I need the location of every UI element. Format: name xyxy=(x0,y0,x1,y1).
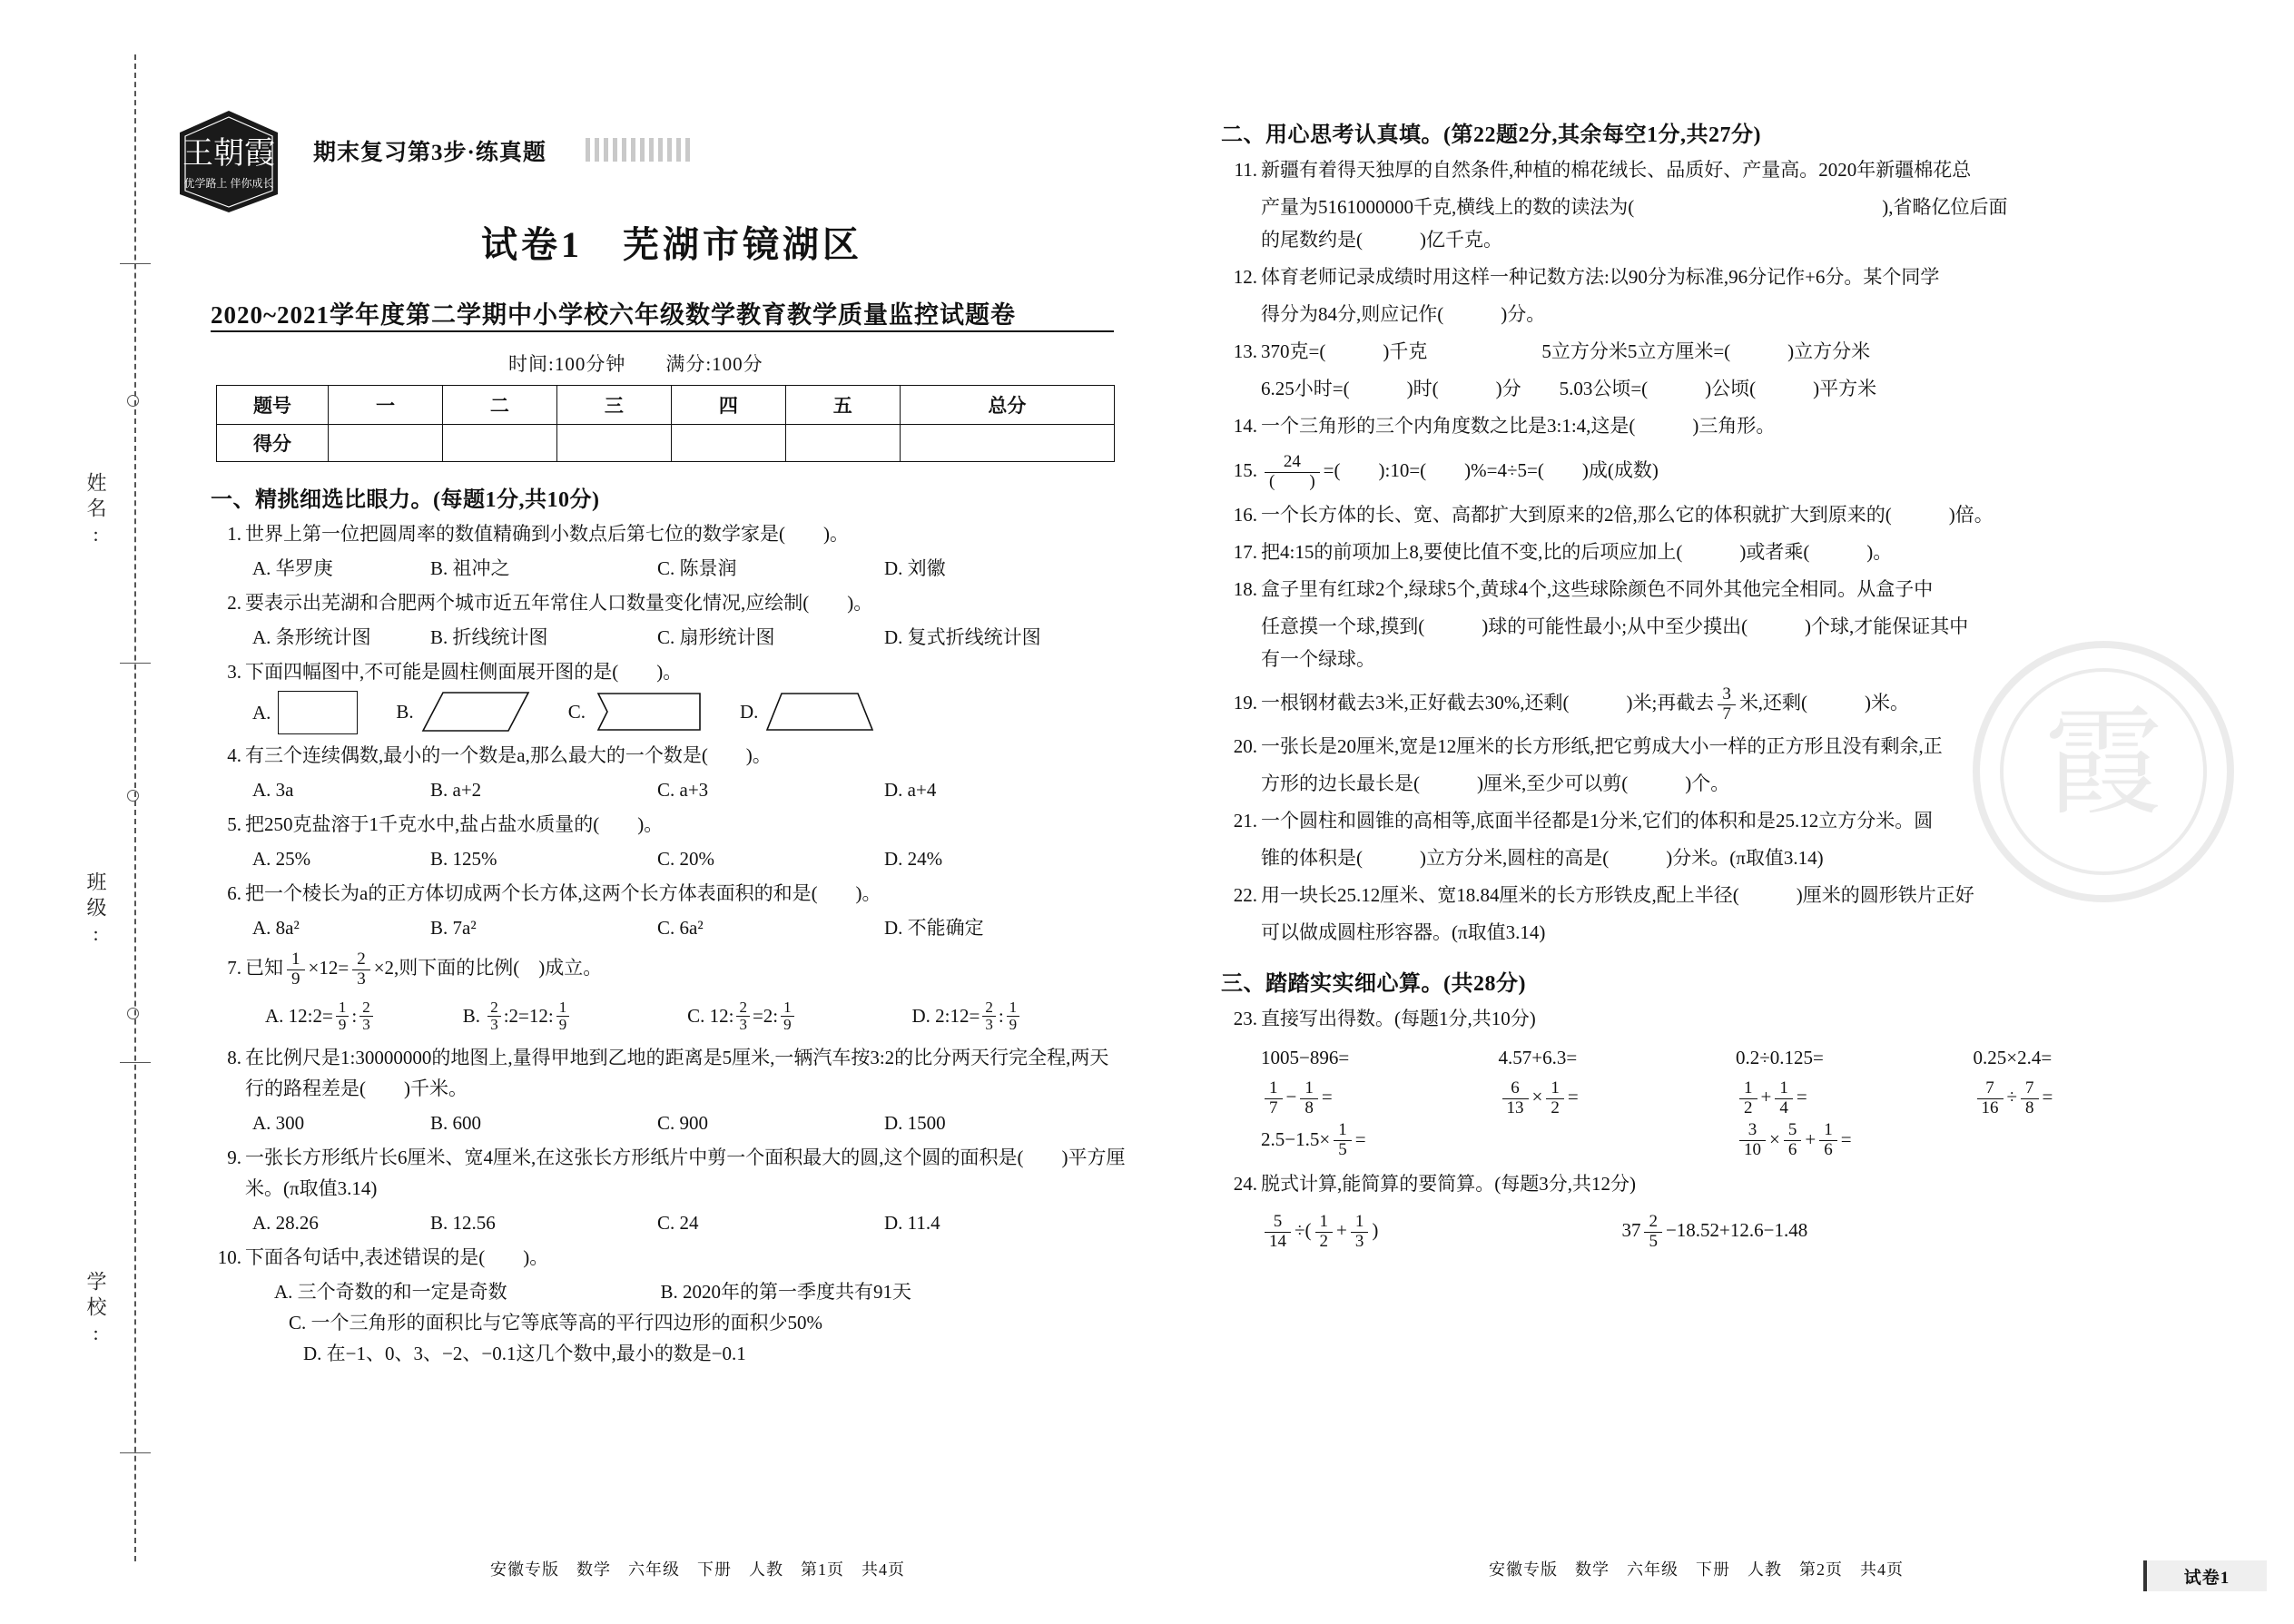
question-21-number: 21. xyxy=(1233,810,1257,832)
question-11-line-3: 的尾数约是( )亿千克。 xyxy=(1261,229,1502,251)
q7-option-a[interactable]: A. 12:2= $\frac{1}{9}$ : $\frac{2}{3}$ xyxy=(265,993,463,1038)
question-15-number: 15. xyxy=(1233,459,1257,481)
score-cell-2[interactable] xyxy=(442,425,556,462)
score-cell-4[interactable] xyxy=(671,425,785,462)
score-header-6: 总分 xyxy=(900,386,1114,425)
question-5-number: 5. xyxy=(227,813,241,835)
section-3-heading: 三、踏踏实实细心算。(共28分) xyxy=(1221,972,1526,996)
question-2-options xyxy=(211,622,1127,653)
question-4-text: 有三个连续偶数,最小的一个数是a,那么最大的一个数是( )。 xyxy=(245,744,772,766)
q23-row-1 xyxy=(1221,1039,2210,1076)
time-and-score: 时间:100分钟 满分:100分 xyxy=(508,353,763,375)
score-header-5: 五 xyxy=(785,386,900,425)
question-4 xyxy=(211,740,1127,771)
question-19-number: 19. xyxy=(1233,692,1257,714)
question-23 xyxy=(1221,1002,2210,1035)
question-17 xyxy=(1221,536,2210,568)
question-22-line-1: 用一块长25.12厘米、宽18.84厘米的长方形铁皮,配上半径( )厘米的圆形铁片正好 xyxy=(1261,884,1974,906)
q5-option-b[interactable]: B. 125% xyxy=(430,848,497,870)
question-7-text: 已知 $\frac{1}{9}$ ×12= $\frac{2}{3}$ ×2,则下面的比例( )成立。 xyxy=(245,949,603,989)
question-21-line-1: 一个圆柱和圆锥的高相等,底面半径都是1分米,它们的体积和是25.12立方分米。圆 xyxy=(1261,810,1934,832)
score-header-2: 二 xyxy=(442,386,556,425)
question-16 xyxy=(1221,498,2210,531)
question-17-number: 17. xyxy=(1233,541,1257,563)
question-18-number: 18. xyxy=(1233,578,1257,600)
question-15-line-1: 24 ( ) =( ):10=( )%=4÷5=( )成(成数) xyxy=(1261,459,1659,481)
q5-option-d[interactable]: D. 24% xyxy=(884,848,943,870)
question-11 xyxy=(1221,153,2210,186)
section-1-heading: 一、精挑细选比眼力。(每题1分,共10分) xyxy=(211,488,600,512)
q23-item-7[interactable]: $\frac{1}{2}$ + $\frac{1}{4}$ = xyxy=(1736,1076,1974,1118)
question-23-number: 23. xyxy=(1233,1008,1257,1029)
q9-option-d[interactable]: D. 11.4 xyxy=(884,1211,940,1234)
q2-option-d[interactable]: D. 复式折线统计图 xyxy=(884,626,1041,648)
paper-subtitle: 2020~2021学年度第二学期中小学校六年级数学教育教学质量监控试题卷 xyxy=(211,301,1017,329)
question-24-text: 脱式计算,能简算的要简算。(每题3分,共12分) xyxy=(1261,1173,1636,1196)
side-circle-1 xyxy=(127,395,139,407)
q23-row-3 xyxy=(1221,1118,2210,1161)
watermark-seal xyxy=(1967,635,2240,908)
q23-item-1[interactable]: 1005−896= xyxy=(1261,1047,1350,1068)
table-row-scores xyxy=(217,425,1115,462)
q3-option-a-label: A. xyxy=(252,701,271,723)
question-4-number: 4. xyxy=(227,744,241,766)
q2-option-b[interactable]: B. 折线统计图 xyxy=(430,626,548,648)
q8-option-a[interactable]: A. 300 xyxy=(252,1111,305,1134)
question-9 xyxy=(211,1142,1127,1204)
q5-option-a[interactable]: A. 25% xyxy=(252,848,311,870)
question-7-options xyxy=(211,993,1127,1038)
q4-option-c[interactable]: C. a+3 xyxy=(657,779,709,801)
q4-option-b[interactable]: B. a+2 xyxy=(430,779,482,801)
question-7 xyxy=(211,947,1127,989)
question-18-line-2: 任意摸一个球,摸到( )球的可能性最小;从中至少摸出( )个球,才能保证其中 xyxy=(1261,615,1969,637)
question-13-number: 13. xyxy=(1233,340,1257,362)
question-11-number: 11. xyxy=(1234,159,1257,181)
side-circle-2 xyxy=(127,790,139,802)
q1-option-b[interactable]: B. 祖冲之 xyxy=(430,557,510,579)
q3-option-d[interactable] xyxy=(740,691,874,733)
question-13 xyxy=(1221,335,2210,368)
q23-item-9[interactable]: 2.5−1.5× $\frac{1}{5}$ = xyxy=(1261,1120,1366,1160)
q4-option-a[interactable]: A. 3a xyxy=(252,779,294,801)
question-4-options xyxy=(211,774,1127,805)
score-table xyxy=(216,385,1115,462)
score-header-0: 题号 xyxy=(217,386,329,425)
question-22-number: 22. xyxy=(1233,884,1257,906)
q7-option-d[interactable]: D. 2:12= $\frac{2}{3}$ : $\frac{1}{9}$ xyxy=(911,993,1127,1038)
q9-option-c[interactable]: C. 24 xyxy=(657,1211,699,1234)
question-1-text: 世界上第一位把圆周率的数值精确到小数点后第七位的数学家是( )。 xyxy=(245,523,849,545)
side-label-name: 姓名: xyxy=(84,472,107,551)
table-row-header xyxy=(217,386,1115,425)
score-header-3: 三 xyxy=(556,386,671,425)
q2-option-a[interactable]: A. 条形统计图 xyxy=(252,626,371,648)
title-underline xyxy=(211,330,1114,332)
question-14-line-1: 一个三角形的三个内角度数之比是3:1:4,这是( )三角形。 xyxy=(1261,415,1776,437)
question-10-options-row3 xyxy=(211,1338,1127,1369)
question-16-number: 16. xyxy=(1233,504,1257,526)
q10-option-c[interactable]: C. 一个三角形的面积比与它等底等高的平行四边形的面积少50% xyxy=(289,1311,822,1334)
question-3-shape-options xyxy=(211,691,1127,734)
q10-option-a[interactable]: A. 三个奇数的和一定是奇数 xyxy=(274,1280,507,1303)
question-5-options xyxy=(211,843,1127,874)
q10-option-d[interactable]: D. 在−1、0、3、−2、−0.1这几个数中,最小的数是−0.1 xyxy=(303,1342,746,1364)
question-7-number: 7. xyxy=(227,957,241,979)
question-6-options xyxy=(211,912,1127,943)
question-12-line-1: 体育老师记录成绩时用这样一种记数方法:以90分为标准,96分记作+6分。某个同学 xyxy=(1261,266,1940,288)
score-cell-3[interactable] xyxy=(556,425,671,462)
score-cell-6[interactable] xyxy=(900,425,1114,462)
question-8-number: 8. xyxy=(227,1046,241,1068)
question-10-number: 10. xyxy=(217,1245,241,1268)
q23-row-2 xyxy=(1221,1076,2210,1118)
question-16-line-1: 一个长方体的长、宽、高都扩大到原来的2倍,那么它的体积就扩大到原来的( )倍。 xyxy=(1261,504,1994,526)
question-17-line-1: 把4:15的前项加上8,要使比值不变,比的后项应加上( )或者乘( )。 xyxy=(1261,541,1893,563)
q7-option-c[interactable]: C. 12: $\frac{2}{3}$ =2: $\frac{1}{9}$ xyxy=(687,993,911,1038)
q2-option-c[interactable]: C. 扇形统计图 xyxy=(657,626,775,648)
q3-option-c[interactable] xyxy=(568,691,702,733)
side-label-column xyxy=(82,54,136,1561)
question-8 xyxy=(211,1042,1127,1104)
q23-item-10[interactable]: $\frac{3}{10}$ × $\frac{5}{6}$ + $\frac{1}{6}$ = xyxy=(1736,1118,2210,1161)
question-10-options-row2 xyxy=(211,1307,1127,1338)
question-13-line-1: 370克=( )千克 5立方分米5立方厘米=( )立方分米 xyxy=(1261,340,1871,362)
question-9-text: 一张长方形纸片长6厘米、宽4厘米,在这张长方形纸片中剪一个面积最大的圆,这个圆的面积是( )平方厘米。(π取值3.14) xyxy=(245,1146,1126,1199)
footer-right: 安徽专版 数学 六年级 下册 人教 第2页 共4页 xyxy=(1489,1560,1904,1579)
q3-option-a[interactable] xyxy=(252,691,358,734)
q23-item-8[interactable]: $\frac{7}{16}$ ÷ $\frac{7}{8}$ = xyxy=(1974,1076,2211,1118)
side-tick-1 xyxy=(120,263,151,264)
question-19-line-1: 一根钢材截去3米,正好截去30%,还剩( )米;再截去 $\frac{3}{7}$ 米,还剩( )米。 xyxy=(1261,684,1910,723)
question-23-text: 直接写出得数。(每题1分,共10分) xyxy=(1261,1008,1536,1029)
side-label-school: 学校: xyxy=(84,1271,107,1350)
side-circle-3 xyxy=(127,1008,139,1019)
question-20-line-1: 一张长是20厘米,宽是12厘米的长方形纸,把它剪成大小一样的正方形且没有剩余,正 xyxy=(1261,735,1943,757)
q8-option-c[interactable]: C. 900 xyxy=(657,1111,709,1134)
q23-item-6[interactable]: $\frac{6}{13}$ × $\frac{1}{2}$ = xyxy=(1499,1076,1737,1118)
question-24-number: 24. xyxy=(1233,1173,1257,1196)
question-12-line-2: 得分为84分,则应记作( )分。 xyxy=(1261,303,1546,325)
question-13-line-2: 6.25小时=( )时( )分 5.03公顷=( )公顷( )平方米 xyxy=(1261,378,1877,399)
question-6-text: 把一个棱长为a的正方体切成两个长方体,这两个长方体表面积的和是( )。 xyxy=(245,882,881,904)
parallelogram-shape-icon xyxy=(421,691,530,733)
page-tab-label: 试卷1 xyxy=(2143,1560,2267,1591)
q24-item-2[interactable]: 37 $\frac{2}{5}$ −18.52+12.6−1.48 xyxy=(1621,1211,1808,1251)
question-2-text: 要表示出芜湖和合肥两个城市近五年常住人口数量变化情况,应绘制( )。 xyxy=(245,592,873,614)
question-11-line-2: 产量为5161000000千克,横线上的数的读法为( ),省略亿位后面 xyxy=(1261,196,2008,218)
q6-option-b[interactable]: B. 7a² xyxy=(430,917,477,939)
question-9-number: 9. xyxy=(227,1146,241,1168)
svg-text:优学路上 伴你成长: 优学路上 伴你成长 xyxy=(183,177,274,190)
footer-left: 安徽专版 数学 六年级 下册 人教 第1页 共4页 xyxy=(490,1560,905,1579)
q1-option-d[interactable]: D. 刘徽 xyxy=(884,557,946,579)
question-11-line-1: 新疆有着得天独厚的自然条件,种植的棉花绒长、品质好、产量高。2020年新疆棉花总 xyxy=(1261,159,1972,181)
q3-option-b-label: B. xyxy=(396,700,414,723)
question-18-line-1: 盒子里有红球2个,绿球5个,黄球4个,这些球除颜色不同外其他完全相同。从盒子中 xyxy=(1261,578,1934,600)
question-10 xyxy=(211,1242,1127,1273)
question-15 xyxy=(1221,447,2210,494)
q6-option-d[interactable]: D. 不能确定 xyxy=(884,917,984,939)
question-24 xyxy=(1221,1167,2210,1200)
question-2-number: 2. xyxy=(227,592,241,614)
q7-option-b[interactable]: B. $\frac{2}{3}$ :2=12: $\frac{1}{9}$ xyxy=(463,993,687,1038)
question-1-options xyxy=(211,553,1127,584)
question-18 xyxy=(1221,573,2210,605)
q9-option-a[interactable]: A. 28.26 xyxy=(252,1211,319,1234)
question-8-options xyxy=(211,1107,1127,1138)
series-banner xyxy=(313,134,694,165)
q4-option-d[interactable]: D. a+4 xyxy=(884,779,937,801)
q10-option-b[interactable]: B. 2020年的第一季度共有91天 xyxy=(660,1280,911,1303)
score-cell-5[interactable] xyxy=(785,425,900,462)
question-14 xyxy=(1221,409,2210,442)
question-14-number: 14. xyxy=(1233,415,1257,437)
q1-option-c[interactable]: C. 陈景润 xyxy=(657,557,737,579)
svg-text:霞: 霞 xyxy=(2043,699,2163,830)
side-tick-2 xyxy=(120,663,151,664)
banner-stripes xyxy=(586,138,694,162)
q23-item-2[interactable]: 4.57+6.3= xyxy=(1498,1047,1578,1068)
question-5 xyxy=(211,809,1127,840)
svg-text:王朝霞: 王朝霞 xyxy=(182,137,275,171)
score-label-points: 得分 xyxy=(217,425,329,462)
q9-option-b[interactable]: B. 12.56 xyxy=(430,1211,496,1234)
score-cell-1[interactable] xyxy=(329,425,443,462)
question-6-number: 6. xyxy=(227,882,241,904)
question-21-line-2: 锥的体积是( )立方分米,圆柱的高是( )分米。(π取值3.14) xyxy=(1261,847,1824,869)
q3-option-c-label: C. xyxy=(567,700,586,723)
rectangle-shape-icon xyxy=(278,691,358,734)
q23-item-3[interactable]: 0.2÷0.125= xyxy=(1736,1047,1824,1068)
score-header-4: 四 xyxy=(671,386,785,425)
series-banner-text: 期末复习第3步·练真题 xyxy=(313,141,546,165)
question-6 xyxy=(211,878,1127,909)
q8-option-d[interactable]: D. 1500 xyxy=(884,1111,946,1134)
question-12-number: 12. xyxy=(1233,266,1257,288)
question-20-number: 20. xyxy=(1233,735,1257,757)
question-9-options xyxy=(211,1207,1127,1238)
question-2 xyxy=(211,587,1127,618)
q5-option-c[interactable]: C. 20% xyxy=(657,848,714,870)
q6-option-a[interactable]: A. 8a² xyxy=(252,917,300,939)
question-20-line-2: 方形的边长最长是( )厘米,至少可以剪( )个。 xyxy=(1261,773,1730,794)
q3-option-d-label: D. xyxy=(739,700,759,723)
publisher-logo xyxy=(171,107,287,216)
question-18-line-3: 有一个绿球。 xyxy=(1261,648,1375,670)
q1-option-a[interactable]: A. 华罗庚 xyxy=(252,557,333,579)
left-column xyxy=(211,472,1127,1369)
q8-option-b[interactable]: B. 600 xyxy=(430,1111,482,1134)
question-8-text: 在比例尺是1:30000000的地图上,量得甲地到乙地的距离是5厘米,一辆汽车按3:2的比分两天行完全程,两天行的路程差是( )千米。 xyxy=(245,1046,1109,1099)
question-3-text: 下面四幅图中,不可能是圆柱侧面展开图的是( )。 xyxy=(245,661,683,683)
side-tick-3 xyxy=(120,1062,151,1063)
wavy-rectangle-shape-icon xyxy=(593,691,702,733)
score-header-1: 一 xyxy=(329,386,443,425)
question-10-options-row1 xyxy=(211,1276,1127,1307)
q23-item-4[interactable]: 0.25×2.4= xyxy=(1973,1047,2053,1068)
side-tick-4 xyxy=(120,1452,151,1453)
question-12 xyxy=(1221,261,2210,293)
q6-option-c[interactable]: C. 6a² xyxy=(657,917,704,939)
q3-option-b[interactable] xyxy=(396,691,529,733)
question-3-number: 3. xyxy=(227,661,241,683)
question-5-text: 把250克盐溶于1千克水中,盐占盐水质量的( )。 xyxy=(245,813,664,835)
section-2-heading: 二、用心思考认真填。(第22题2分,其余每空1分,共27分) xyxy=(1221,123,1761,147)
question-3 xyxy=(211,656,1127,687)
q24-item-1[interactable]: $\frac{5}{14}$ ÷( $\frac{1}{2}$ + $\frac{1}{3}$ ) xyxy=(1261,1205,1621,1255)
page-title: 试卷1 芜湖市镜湖区 xyxy=(481,224,862,265)
question-1 xyxy=(211,518,1127,549)
q24-items xyxy=(1221,1205,2210,1255)
trapezoid-shape-icon xyxy=(765,691,874,733)
question-22-line-2: 可以做成圆柱形容器。(π取值3.14) xyxy=(1261,921,1546,943)
side-label-class: 班级: xyxy=(84,871,107,950)
question-10-text: 下面各句话中,表述错误的是( )。 xyxy=(245,1245,549,1268)
question-1-number: 1. xyxy=(227,523,241,545)
q23-item-5[interactable]: $\frac{1}{7}$ − $\frac{1}{8}$ = xyxy=(1261,1076,1499,1118)
